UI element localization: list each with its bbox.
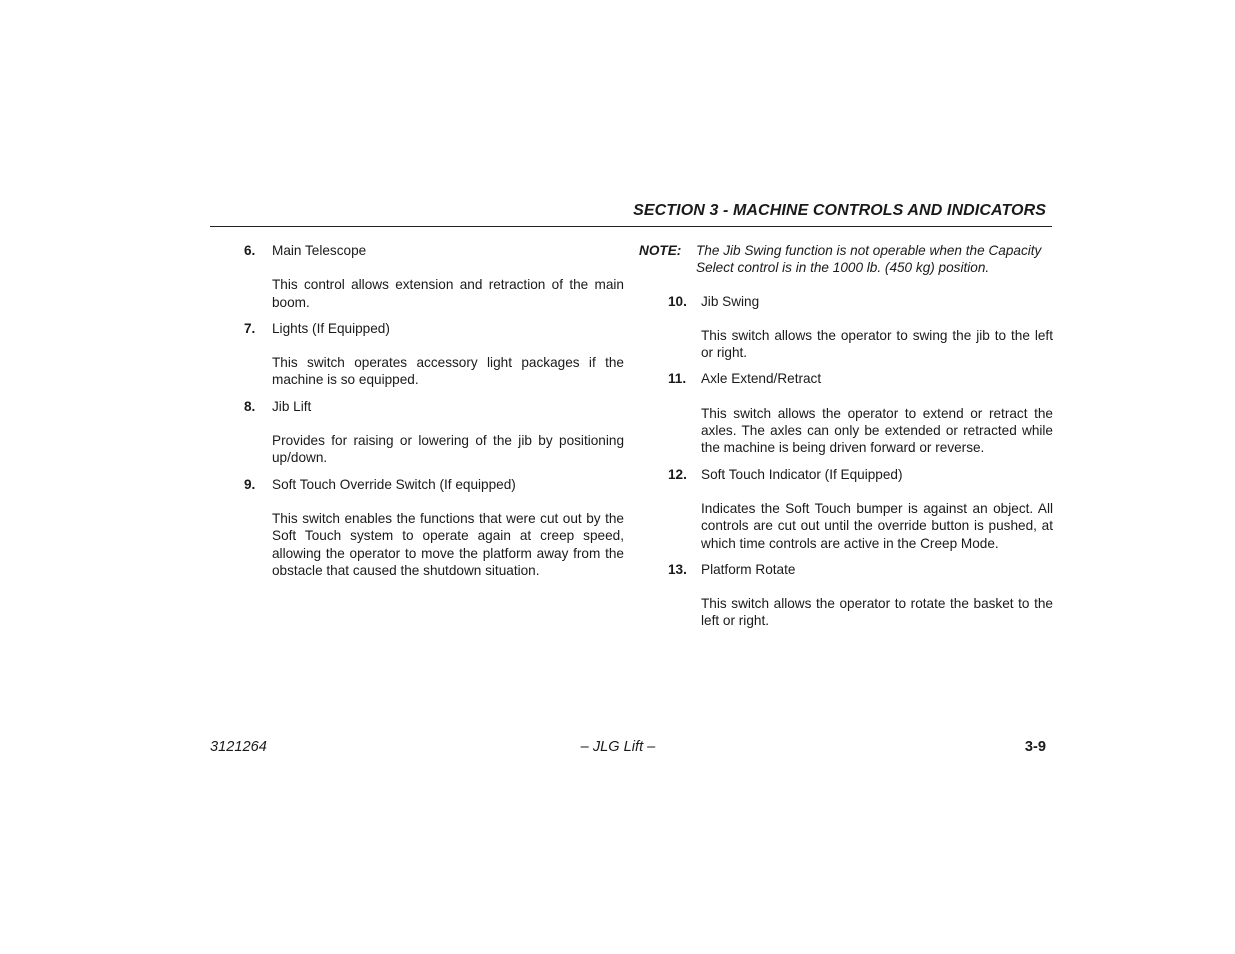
item-number: 9.: [244, 476, 256, 492]
item-title: Main Telescope: [272, 243, 367, 258]
section-title: SECTION 3 - MACHINE CONTROLS AND INDICATORS: [633, 202, 1046, 219]
item-description: This switch allows the operator to rotate the basket to the left or right.: [701, 596, 1053, 629]
item-description: This switch allows the operator to extend or retract the axles. The axles can only be extended or retracted while the machine is being driven forward or reverse.: [701, 405, 1053, 456]
item-title: Soft Touch Indicator (If Equipped): [701, 466, 903, 482]
list-item: [244, 320, 624, 389]
item-title: Jib Lift: [272, 398, 312, 414]
item-title: Soft Touch Override Switch (If equipped): [272, 476, 516, 492]
item-description: Provides for raising or lowering of the jib by positioning up/down.: [272, 433, 624, 466]
item-number: 6.: [244, 243, 256, 258]
item-description: This switch operates accessory light packages if the machine is so equipped.: [272, 355, 624, 388]
item-description: This control allows extension and retraction of the main boom.: [272, 277, 624, 310]
item-description: This switch allows the operator to swing the jib to the left or right.: [701, 327, 1053, 361]
document-number: 3121264: [210, 739, 267, 755]
footer-brand: – JLG Lift –: [580, 739, 656, 755]
item-description: This switch enables the functions that were cut out by the Soft Touch system to operate again at creep speed, allowing the operator to move the platform away from the obstacle that caused the shutdown situation.: [272, 510, 624, 578]
header-divider: [210, 226, 1052, 227]
note-label: NOTE:: [639, 243, 682, 258]
note-block: [639, 242, 1053, 277]
list-item: [244, 398, 624, 467]
list-item: [244, 476, 624, 579]
item-number: 11.: [668, 371, 687, 387]
list-item: [668, 466, 1053, 552]
list-item: [668, 561, 1053, 630]
item-number: 8.: [244, 398, 256, 414]
item-number: 13.: [668, 561, 687, 577]
right-column: [639, 242, 1053, 639]
item-number: 10.: [668, 293, 687, 309]
note-text: The Jib Swing function is not operable when the Capacity Select control is in the 1000 lb. (450 kg) position.: [696, 243, 1042, 276]
list-item: [244, 242, 624, 311]
item-title: Platform Rotate: [701, 561, 796, 577]
item-title: Axle Extend/Retract: [701, 371, 822, 387]
list-item: [668, 293, 1053, 362]
item-description: Indicates the Soft Touch bumper is against an object. All controls are cut out until the override button is pushed, at which time controls are active in the Creep Mode.: [701, 500, 1053, 551]
item-title: Lights (If Equipped): [272, 320, 390, 336]
item-title: Jib Swing: [701, 293, 760, 309]
item-number: 7.: [244, 320, 256, 336]
left-column: [244, 242, 624, 588]
page-number: 3-9: [1024, 739, 1046, 755]
list-item: [668, 370, 1053, 456]
item-number: 12.: [668, 466, 687, 482]
